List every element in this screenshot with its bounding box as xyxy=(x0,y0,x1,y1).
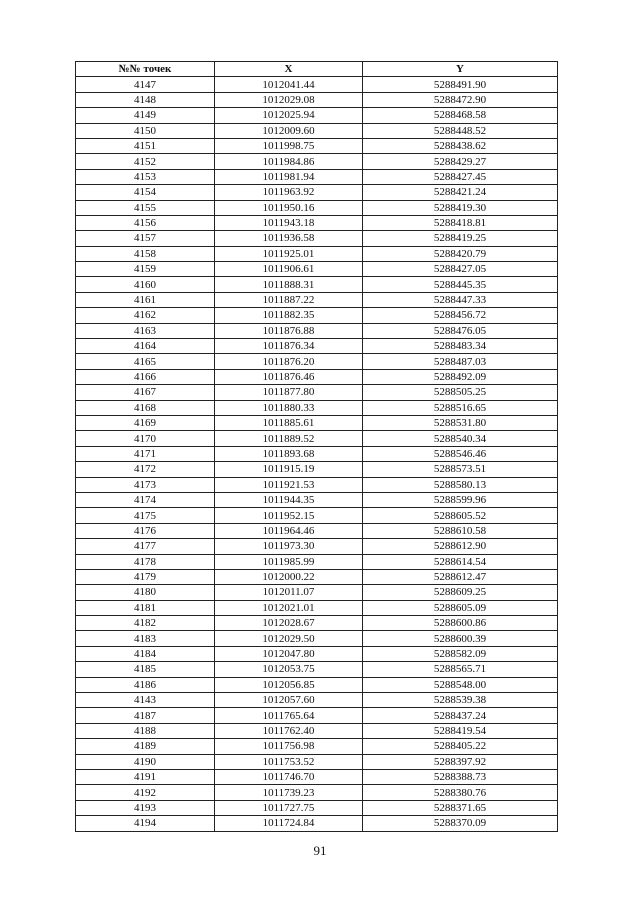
table-row xyxy=(76,385,558,400)
x-cell: 1012009.60 xyxy=(215,123,363,138)
x-cell: 1011888.31 xyxy=(215,277,363,292)
point-number-cell: 4153 xyxy=(76,169,215,184)
table-row xyxy=(76,415,558,430)
table-row xyxy=(76,354,558,369)
y-cell: 5288447.33 xyxy=(363,292,558,307)
table-row xyxy=(76,554,558,569)
x-cell: 1012028.67 xyxy=(215,616,363,631)
x-cell: 1011973.30 xyxy=(215,539,363,554)
x-cell: 1011950.16 xyxy=(215,200,363,215)
y-cell: 5288491.90 xyxy=(363,77,558,92)
table-row xyxy=(76,816,558,831)
x-cell: 1012057.60 xyxy=(215,693,363,708)
y-cell: 5288427.45 xyxy=(363,169,558,184)
table-row xyxy=(76,169,558,184)
table-body xyxy=(76,77,558,831)
point-number-cell: 4188 xyxy=(76,723,215,738)
y-cell: 5288548.00 xyxy=(363,677,558,692)
table-row xyxy=(76,769,558,784)
table-row xyxy=(76,231,558,246)
y-cell: 5288612.90 xyxy=(363,539,558,554)
y-cell: 5288546.46 xyxy=(363,446,558,461)
table-header-row xyxy=(76,62,558,77)
point-number-cell: 4178 xyxy=(76,554,215,569)
y-cell: 5288429.27 xyxy=(363,154,558,169)
y-cell: 5288380.76 xyxy=(363,785,558,800)
table-row xyxy=(76,508,558,523)
x-cell: 1012029.50 xyxy=(215,631,363,646)
y-cell: 5288445.35 xyxy=(363,277,558,292)
x-cell: 1011885.61 xyxy=(215,415,363,430)
table-row xyxy=(76,631,558,646)
y-cell: 5288600.86 xyxy=(363,616,558,631)
y-cell: 5288419.54 xyxy=(363,723,558,738)
y-cell: 5288531.80 xyxy=(363,415,558,430)
table-row xyxy=(76,400,558,415)
table-row xyxy=(76,215,558,230)
y-cell: 5288600.39 xyxy=(363,631,558,646)
y-cell: 5288539.38 xyxy=(363,693,558,708)
y-cell: 5288420.79 xyxy=(363,246,558,261)
table-row xyxy=(76,138,558,153)
table-row xyxy=(76,739,558,754)
table-row xyxy=(76,292,558,307)
point-number-cell: 4156 xyxy=(76,215,215,230)
point-number-cell: 4158 xyxy=(76,246,215,261)
x-cell: 1011876.20 xyxy=(215,354,363,369)
x-cell: 1012021.01 xyxy=(215,600,363,615)
x-cell: 1011739.23 xyxy=(215,785,363,800)
table-row xyxy=(76,154,558,169)
x-cell: 1011985.99 xyxy=(215,554,363,569)
table-row xyxy=(76,693,558,708)
table-row xyxy=(76,785,558,800)
table-row xyxy=(76,185,558,200)
point-number-cell: 4143 xyxy=(76,693,215,708)
point-number-cell: 4151 xyxy=(76,138,215,153)
x-cell: 1012025.94 xyxy=(215,108,363,123)
x-cell: 1011952.15 xyxy=(215,508,363,523)
point-number-cell: 4174 xyxy=(76,492,215,507)
table-row xyxy=(76,323,558,338)
y-cell: 5288582.09 xyxy=(363,646,558,661)
x-cell: 1011889.52 xyxy=(215,431,363,446)
x-cell: 1011887.22 xyxy=(215,292,363,307)
table-row xyxy=(76,339,558,354)
y-cell: 5288505.25 xyxy=(363,385,558,400)
x-cell: 1011876.46 xyxy=(215,369,363,384)
point-number-cell: 4193 xyxy=(76,800,215,815)
x-cell: 1011756.98 xyxy=(215,739,363,754)
table-row xyxy=(76,523,558,538)
point-number-cell: 4185 xyxy=(76,662,215,677)
x-cell: 1011882.35 xyxy=(215,308,363,323)
y-cell: 5288492.09 xyxy=(363,369,558,384)
y-cell: 5288419.30 xyxy=(363,200,558,215)
point-number-cell: 4184 xyxy=(76,646,215,661)
point-number-cell: 4183 xyxy=(76,631,215,646)
y-cell: 5288609.25 xyxy=(363,585,558,600)
point-number-cell: 4155 xyxy=(76,200,215,215)
y-cell: 5288421.24 xyxy=(363,185,558,200)
point-number-cell: 4171 xyxy=(76,446,215,461)
point-number-cell: 4159 xyxy=(76,262,215,277)
table-row xyxy=(76,369,558,384)
header-y: Y xyxy=(363,62,558,77)
point-number-cell: 4163 xyxy=(76,323,215,338)
table-row xyxy=(76,539,558,554)
table-row xyxy=(76,754,558,769)
x-cell: 1011925.01 xyxy=(215,246,363,261)
x-cell: 1011943.18 xyxy=(215,215,363,230)
x-cell: 1012053.75 xyxy=(215,662,363,677)
page-number: 91 xyxy=(313,843,327,858)
point-number-cell: 4187 xyxy=(76,708,215,723)
x-cell: 1011921.53 xyxy=(215,477,363,492)
x-cell: 1011727.75 xyxy=(215,800,363,815)
table-row xyxy=(76,677,558,692)
table-row xyxy=(76,585,558,600)
y-cell: 5288472.90 xyxy=(363,92,558,107)
y-cell: 5288419.25 xyxy=(363,231,558,246)
point-number-cell: 4161 xyxy=(76,292,215,307)
y-cell: 5288418.81 xyxy=(363,215,558,230)
point-number-cell: 4180 xyxy=(76,585,215,600)
y-cell: 5288456.72 xyxy=(363,308,558,323)
x-cell: 1011944.35 xyxy=(215,492,363,507)
point-number-cell: 4192 xyxy=(76,785,215,800)
point-number-cell: 4189 xyxy=(76,739,215,754)
x-cell: 1011893.68 xyxy=(215,446,363,461)
table-row xyxy=(76,723,558,738)
header-point-number: №№ точек xyxy=(76,62,215,77)
header-x: X xyxy=(215,62,363,77)
coordinates-table xyxy=(75,61,558,832)
point-number-cell: 4181 xyxy=(76,600,215,615)
table-row xyxy=(76,123,558,138)
point-number-cell: 4182 xyxy=(76,616,215,631)
y-cell: 5288599.96 xyxy=(363,492,558,507)
x-cell: 1011876.88 xyxy=(215,323,363,338)
point-number-cell: 4177 xyxy=(76,539,215,554)
table-row xyxy=(76,600,558,615)
table-row xyxy=(76,708,558,723)
table-row xyxy=(76,277,558,292)
point-number-cell: 4190 xyxy=(76,754,215,769)
point-number-cell: 4172 xyxy=(76,462,215,477)
y-cell: 5288476.05 xyxy=(363,323,558,338)
table-row xyxy=(76,92,558,107)
y-cell: 5288371.65 xyxy=(363,800,558,815)
x-cell: 1012000.22 xyxy=(215,569,363,584)
x-cell: 1012056.85 xyxy=(215,677,363,692)
x-cell: 1011724.84 xyxy=(215,816,363,831)
point-number-cell: 4175 xyxy=(76,508,215,523)
point-number-cell: 4150 xyxy=(76,123,215,138)
y-cell: 5288388.73 xyxy=(363,769,558,784)
table-row xyxy=(76,200,558,215)
point-number-cell: 4148 xyxy=(76,92,215,107)
table-row xyxy=(76,108,558,123)
x-cell: 1011877.80 xyxy=(215,385,363,400)
y-cell: 5288565.71 xyxy=(363,662,558,677)
x-cell: 1011984.86 xyxy=(215,154,363,169)
y-cell: 5288468.58 xyxy=(363,108,558,123)
y-cell: 5288516.65 xyxy=(363,400,558,415)
table-row xyxy=(76,446,558,461)
table-row xyxy=(76,462,558,477)
x-cell: 1011906.61 xyxy=(215,262,363,277)
y-cell: 5288614.54 xyxy=(363,554,558,569)
x-cell: 1011765.64 xyxy=(215,708,363,723)
y-cell: 5288437.24 xyxy=(363,708,558,723)
table-row xyxy=(76,569,558,584)
point-number-cell: 4164 xyxy=(76,339,215,354)
table-row xyxy=(76,492,558,507)
point-number-cell: 4157 xyxy=(76,231,215,246)
point-number-cell: 4165 xyxy=(76,354,215,369)
point-number-cell: 4162 xyxy=(76,308,215,323)
y-cell: 5288405.22 xyxy=(363,739,558,754)
x-cell: 1011762.40 xyxy=(215,723,363,738)
table-row xyxy=(76,616,558,631)
table-row xyxy=(76,246,558,261)
table-row xyxy=(76,646,558,661)
y-cell: 5288612.47 xyxy=(363,569,558,584)
x-cell: 1011746.70 xyxy=(215,769,363,784)
point-number-cell: 4167 xyxy=(76,385,215,400)
x-cell: 1012047.80 xyxy=(215,646,363,661)
point-number-cell: 4168 xyxy=(76,400,215,415)
x-cell: 1012011.07 xyxy=(215,585,363,600)
x-cell: 1012041.44 xyxy=(215,77,363,92)
x-cell: 1011981.94 xyxy=(215,169,363,184)
table-row xyxy=(76,77,558,92)
y-cell: 5288540.34 xyxy=(363,431,558,446)
x-cell: 1011915.19 xyxy=(215,462,363,477)
point-number-cell: 4154 xyxy=(76,185,215,200)
y-cell: 5288397.92 xyxy=(363,754,558,769)
x-cell: 1011936.58 xyxy=(215,231,363,246)
y-cell: 5288487.03 xyxy=(363,354,558,369)
point-number-cell: 4169 xyxy=(76,415,215,430)
x-cell: 1011963.92 xyxy=(215,185,363,200)
point-number-cell: 4191 xyxy=(76,769,215,784)
table-row xyxy=(76,662,558,677)
x-cell: 1011964.46 xyxy=(215,523,363,538)
table-row xyxy=(76,477,558,492)
point-number-cell: 4186 xyxy=(76,677,215,692)
point-number-cell: 4179 xyxy=(76,569,215,584)
point-number-cell: 4152 xyxy=(76,154,215,169)
point-number-cell: 4170 xyxy=(76,431,215,446)
point-number-cell: 4176 xyxy=(76,523,215,538)
x-cell: 1011998.75 xyxy=(215,138,363,153)
point-number-cell: 4160 xyxy=(76,277,215,292)
y-cell: 5288580.13 xyxy=(363,477,558,492)
table-row xyxy=(76,431,558,446)
y-cell: 5288370.09 xyxy=(363,816,558,831)
y-cell: 5288605.52 xyxy=(363,508,558,523)
point-number-cell: 4166 xyxy=(76,369,215,384)
point-number-cell: 4147 xyxy=(76,77,215,92)
point-number-cell: 4149 xyxy=(76,108,215,123)
y-cell: 5288427.05 xyxy=(363,262,558,277)
y-cell: 5288438.62 xyxy=(363,138,558,153)
y-cell: 5288483.34 xyxy=(363,339,558,354)
y-cell: 5288573.51 xyxy=(363,462,558,477)
x-cell: 1011753.52 xyxy=(215,754,363,769)
y-cell: 5288448.52 xyxy=(363,123,558,138)
x-cell: 1011876.34 xyxy=(215,339,363,354)
y-cell: 5288605.09 xyxy=(363,600,558,615)
point-number-cell: 4194 xyxy=(76,816,215,831)
table-row xyxy=(76,262,558,277)
x-cell: 1012029.08 xyxy=(215,92,363,107)
x-cell: 1011880.33 xyxy=(215,400,363,415)
point-number-cell: 4173 xyxy=(76,477,215,492)
table-row xyxy=(76,800,558,815)
table-row xyxy=(76,308,558,323)
y-cell: 5288610.58 xyxy=(363,523,558,538)
